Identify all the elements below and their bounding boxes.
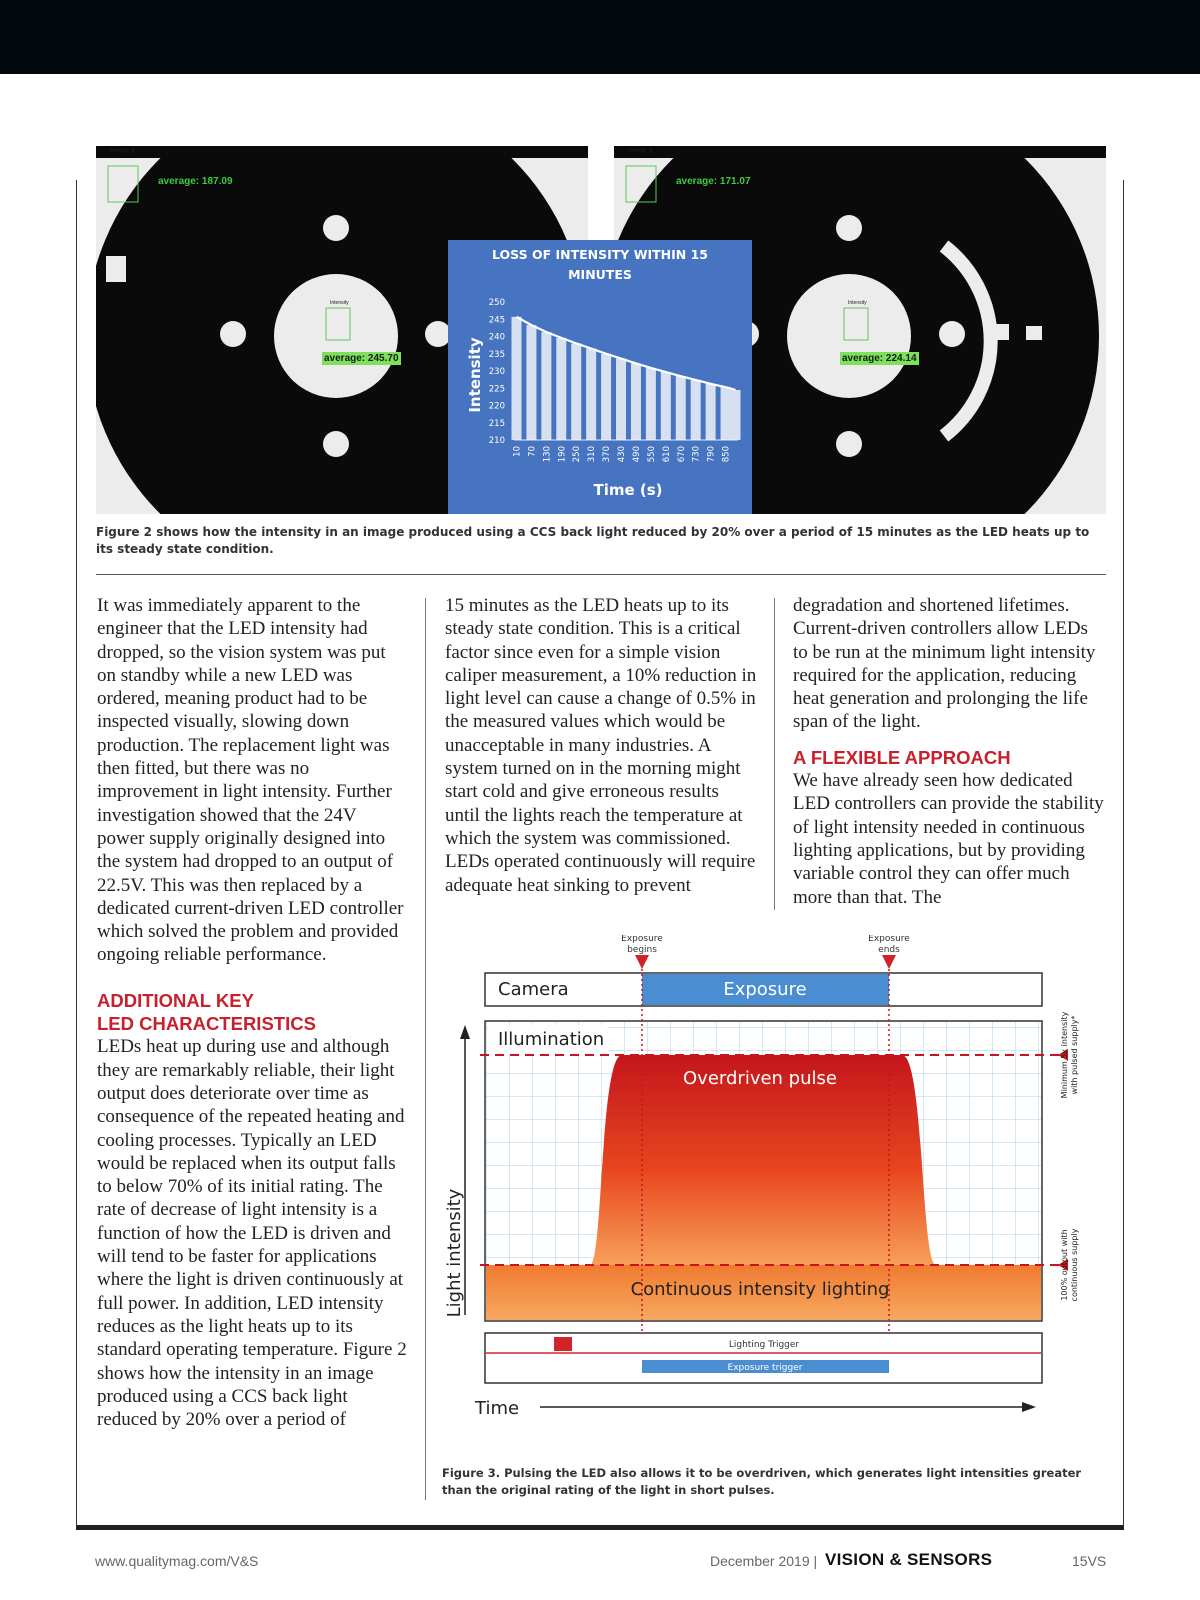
chart-x-tick-label: 430 (617, 446, 628, 463)
footer-brand: VISION & SENSORS (825, 1550, 993, 1569)
illumination-label: Illumination (498, 1029, 605, 1050)
chart-x-tick-label: 610 (661, 446, 672, 463)
roi-tag-center-left: Intensity (330, 300, 349, 306)
col1-paragraph-2: LEDs heat up during use and although they are remarkably reliable, their light output does deteriorate over time as consequence of the repeated heating and cooling processes. Typically an LED would be replaced when its output falls to below 70% of its initial rating. The rate of decrease of light intensity is a function of how the LED is driven and will tend to be faster for applications where the light is driven continuously at full power. In addition, LED intensity reduces as the light heats up to its standard operating temperature. Figure 2 shows how the intensity in an image produced using a CCS back light reduced by 20% over a period of (97, 1036, 407, 1431)
lighting-trigger-pulse (554, 1337, 572, 1351)
col3-heading: A FLEXIBLE APPROACH (793, 746, 1011, 768)
chart-y-axis-label: Intensity (466, 337, 484, 413)
exposure-trigger-label: Exposure trigger (727, 1363, 803, 1373)
chart-y-tick-label: 230 (488, 367, 505, 377)
y-axis-label: Light intensity (444, 1188, 465, 1318)
chart-x-tick-label: 790 (706, 446, 717, 463)
chart-title-line2: MINUTES (568, 267, 632, 282)
exposure-ends-label-2: ends (878, 945, 900, 955)
chart-bar (721, 387, 731, 440)
right-label-top-1: Minimum 5x intensity (1060, 1011, 1069, 1099)
continuous-lighting-label: Continuous intensity lighting (630, 1279, 890, 1300)
chart-y-tick-label: 210 (488, 436, 505, 446)
chart-bar (586, 349, 596, 440)
footer-url: www.qualitymag.com/V&S (95, 1553, 259, 1569)
chart-bar (601, 354, 611, 440)
column-1 (97, 594, 407, 1431)
chart-bar (556, 338, 566, 440)
average-top-right: average: 171.07 (676, 176, 751, 187)
exposure-ends-marker-icon (882, 955, 896, 969)
col1-paragraph-1: It was immediately apparent to the engineer that the LED intensity had dropped, so the vision system was put on standby while a new LED was ordered, meaning product had to be inspected visually, slowing down production. The replacement light was then fitted, but there was no improvement in light intensity. Further investigation showed that the 24V power supply originally designed into the system had dropped to an output of 22.5V. This was then replaced by a dedicated current-driven LED controller which solved the problem and provided ongoing reliable performance. (97, 595, 404, 966)
chart-y-tick-label: 225 (488, 384, 505, 395)
chart-bar (691, 380, 701, 440)
exposure-ends-label-1: Exposure (868, 935, 910, 944)
chart-x-tick-label: 730 (691, 446, 702, 463)
chart-bar (661, 372, 671, 440)
average-top-left: average: 187.09 (158, 176, 233, 187)
col2-paragraph-1: 15 minutes as the LED heats up to its steady state condition. This is a critical factor since even for a simple vision caliper measurement, a 10% reduction in light level can cause a change of 0.5% in the measured values which would be unacceptable in many industries. A system turned on in the morning might start cold and give erroneous results until the lights reach the temperature at which the system was commissioned. LEDs operated continuously will require adequate heat sinking to prevent (445, 595, 757, 896)
lighting-trigger-label: Lighting Trigger (728, 1340, 800, 1350)
chart-bar (731, 390, 741, 440)
chart-bar (511, 317, 521, 440)
camera-label: Camera (498, 979, 569, 1000)
chart-x-tick-label: 370 (602, 446, 613, 463)
exposure-begins-marker-icon (635, 955, 649, 969)
chart-y-tick-label: 245 (488, 315, 505, 326)
column-3 (793, 594, 1105, 909)
chart-y-tick-label: 250 (488, 298, 505, 308)
chart-x-axis-label: Time (s) (593, 481, 663, 499)
roi-tag-top-right: Intensity_A (628, 148, 653, 154)
chart-bar (676, 376, 686, 440)
footer-page-number: 15VS (1072, 1553, 1107, 1569)
chart-x-tick-label: 550 (646, 446, 657, 463)
x-axis-label: Time (475, 1398, 520, 1419)
chart-bar (571, 343, 581, 440)
caption-rule (96, 574, 1106, 575)
col3-paragraph-1: degradation and shortened lifetimes. Current-driven controllers allow LEDs to be run at the minimum light intensity required for the application, reducing heat generation and prolonging the life span of the light. (793, 595, 1096, 733)
overdriven-pulse-label: Overdriven pulse (683, 1068, 837, 1089)
exposure-begins-label-2: begins (627, 945, 657, 955)
chart-x-tick-label: 130 (542, 446, 553, 463)
column-2 (445, 594, 757, 897)
average-center-right: average: 224.14 (842, 353, 917, 364)
chart-bar (646, 368, 656, 440)
column-divider-2 (774, 598, 775, 910)
chart-title-line1: LOSS OF INTENSITY WITHIN 15 (492, 247, 708, 262)
figure2-caption: Figure 2 shows how the intensity in an image produced using a CCS back light reduced by 20% over a period of 15 minutes as the LED heats up to its steady state condition. (96, 525, 1090, 556)
average-center-left: average: 245.70 (324, 353, 399, 364)
chart-x-tick-label: 10 (512, 446, 523, 457)
chart-bar (631, 363, 641, 440)
footer-date: December 2019 | (710, 1553, 818, 1569)
exposure-begins-label-1: Exposure (621, 935, 663, 944)
chart-y-tick-label: 240 (488, 332, 505, 343)
column-divider-1 (425, 598, 426, 1500)
chart-bar (541, 332, 551, 440)
x-axis-arrow-icon (1022, 1402, 1036, 1412)
figure3-caption: Figure 3. Pulsing the LED also allows it to be overdriven, which generates light intensities greater than the original rating of the light in short pulses. (442, 1466, 1082, 1497)
col1-heading-line2: LED CHARACTERISTICS (97, 1013, 316, 1035)
chart-bar (706, 384, 716, 440)
chart-y-tick-label: 235 (488, 349, 505, 360)
pulsed-lighting-diagram (440, 935, 1112, 1450)
chart-x-tick-label: 70 (527, 446, 538, 457)
roi-tag-center-right: Intensity (848, 300, 867, 306)
top-banner (0, 0, 1200, 74)
chart-bar (616, 359, 626, 440)
col1-heading-line1: ADDITIONAL KEY (97, 989, 254, 1011)
chart-y-tick-label: 220 (488, 401, 505, 412)
chart-y-tick-label: 215 (488, 418, 505, 429)
intensity-chart (448, 240, 752, 514)
figure3-diagram (440, 935, 1112, 1450)
roi-tag-top-left: Intensity_A (110, 148, 135, 154)
chart-x-tick-label: 190 (557, 446, 568, 463)
chart-x-tick-label: 310 (587, 446, 598, 463)
exposure-label: Exposure (723, 979, 807, 1000)
intensity-chart-svg (448, 240, 752, 514)
chart-x-tick-label: 850 (721, 446, 732, 463)
chart-x-tick-label: 670 (676, 446, 687, 463)
chart-bar (526, 325, 536, 440)
chart-x-tick-label: 250 (572, 446, 583, 463)
right-label-bottom-2: continuous supply (1070, 1228, 1079, 1302)
y-axis-arrow-icon (460, 1025, 470, 1039)
chart-x-tick-label: 490 (631, 446, 642, 463)
right-label-top-2: with pulsed supply* (1070, 1015, 1079, 1095)
col3-paragraph-2: We have already seen how dedicated LED controllers can provide the stability of light intensity needed in continuous lighting applications, but by providing variable control they can offer much more than that. The (793, 770, 1104, 908)
right-label-bottom-1: 100% output with (1060, 1229, 1069, 1301)
